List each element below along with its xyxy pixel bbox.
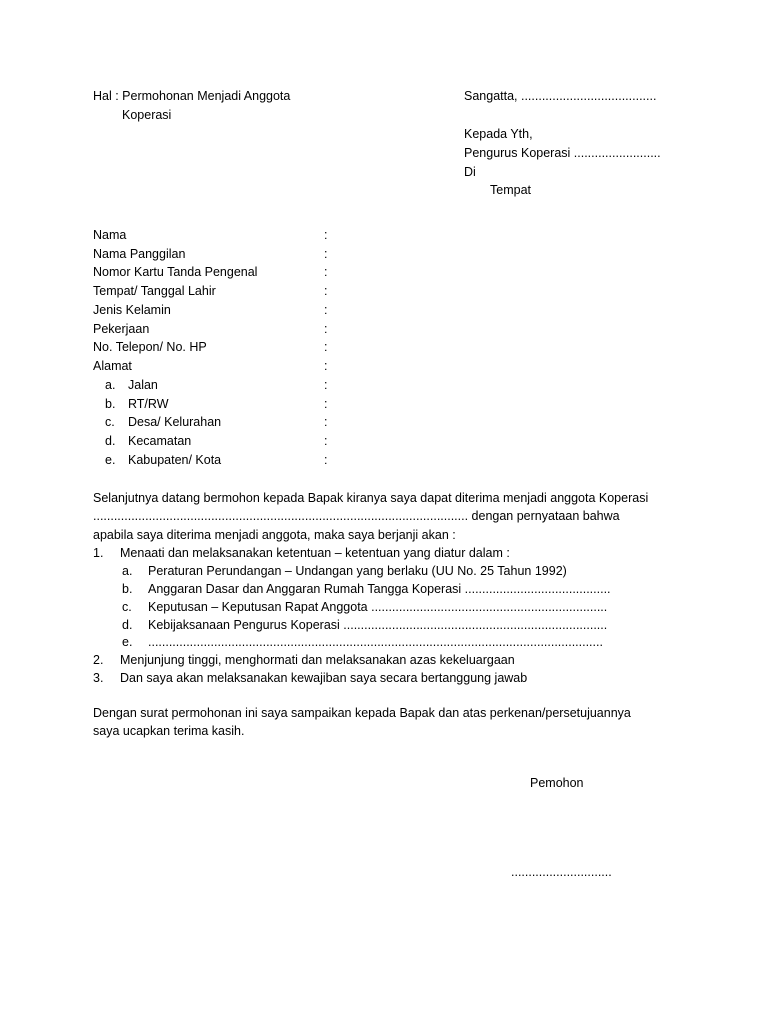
address-label: Kabupaten/ Kota bbox=[128, 453, 222, 467]
signature-title: Pemohon bbox=[530, 776, 584, 790]
field-row bbox=[0, 282, 768, 301]
addressee-place: Tempat bbox=[490, 183, 531, 197]
address-row bbox=[0, 413, 768, 432]
pledge-text: Dan saya akan melaksanakan kewajiban saya secara bertanggung jawab bbox=[120, 671, 528, 685]
rule-marker: b. bbox=[122, 582, 133, 596]
signature-name-line: ............................. bbox=[511, 865, 612, 879]
field-colon: : bbox=[324, 265, 328, 279]
pledge-number: 2. bbox=[93, 653, 104, 667]
closing-line-1: Dengan surat permohonan ini saya sampaikan kepada Bapak dan atas perkenan/persetujuannya bbox=[93, 706, 631, 720]
rule-text: Kebijaksanaan Pengurus Koperasi ............................................................................ bbox=[148, 618, 608, 632]
field-label: No. Telepon/ No. HP bbox=[93, 340, 207, 354]
field-row bbox=[0, 301, 768, 320]
pledge-text: Menaati dan melaksanakan ketentuan – ketentuan yang diatur dalam : bbox=[120, 546, 510, 560]
body-line-2: ............................................................................................................ dengan pernyataan bahwa bbox=[93, 509, 620, 523]
field-colon: : bbox=[324, 340, 328, 354]
field-colon: : bbox=[324, 434, 328, 448]
rule-marker: e. bbox=[122, 635, 133, 649]
address-marker: c. bbox=[105, 415, 115, 429]
field-label: Nama Panggilan bbox=[93, 247, 186, 261]
field-colon: : bbox=[324, 228, 328, 242]
field-colon: : bbox=[324, 415, 328, 429]
pledge-item bbox=[0, 669, 768, 688]
place-date: Sangatta, ....................................... bbox=[464, 89, 657, 103]
body-line-1: Selanjutnya datang bermohon kepada Bapak kiranya saya dapat diterima menjadi anggota Koperasi bbox=[93, 491, 649, 505]
body-line-3: apabila saya diterima menjadi anggota, maka saya berjanji akan : bbox=[93, 528, 456, 542]
field-label: Pekerjaan bbox=[93, 322, 150, 336]
pledge-item bbox=[0, 651, 768, 670]
rule-text: Keputusan – Keputusan Rapat Anggota .................................................................... bbox=[148, 600, 608, 614]
field-label: Tempat/ Tanggal Lahir bbox=[93, 284, 216, 298]
address-row bbox=[0, 451, 768, 470]
rule-item bbox=[0, 598, 768, 617]
pledge-number: 3. bbox=[93, 671, 104, 685]
rule-item bbox=[0, 633, 768, 652]
subject-continuation: Koperasi bbox=[122, 108, 172, 122]
pledge-number: 1. bbox=[93, 546, 104, 560]
field-row bbox=[0, 245, 768, 264]
address-marker: b. bbox=[105, 397, 116, 411]
address-marker: e. bbox=[105, 453, 116, 467]
field-row bbox=[0, 357, 768, 376]
address-marker: d. bbox=[105, 434, 116, 448]
address-label: Jalan bbox=[128, 378, 158, 392]
field-row bbox=[0, 338, 768, 357]
field-label: Jenis Kelamin bbox=[93, 303, 171, 317]
field-label: Alamat bbox=[93, 359, 132, 373]
field-colon: : bbox=[324, 397, 328, 411]
rule-item bbox=[0, 562, 768, 581]
address-row bbox=[0, 432, 768, 451]
rule-text: ................................................................................................................................... bbox=[148, 635, 603, 649]
field-row bbox=[0, 226, 768, 245]
pledge-item bbox=[0, 544, 768, 563]
pledge-text: Menjunjung tinggi, menghormati dan melaksanakan azas kekeluargaan bbox=[120, 653, 515, 667]
address-row bbox=[0, 395, 768, 414]
address-marker: a. bbox=[105, 378, 116, 392]
field-colon: : bbox=[324, 378, 328, 392]
addressee-name: Pengurus Koperasi ......................... bbox=[464, 146, 661, 160]
rule-text: Peraturan Perundangan – Undangan yang berlaku (UU No. 25 Tahun 1992) bbox=[148, 564, 567, 578]
address-label: Desa/ Kelurahan bbox=[128, 415, 222, 429]
field-row bbox=[0, 263, 768, 282]
address-label: Kecamatan bbox=[128, 434, 192, 448]
addressee-greeting: Kepada Yth, bbox=[464, 127, 533, 141]
rule-marker: c. bbox=[122, 600, 132, 614]
address-row bbox=[0, 376, 768, 395]
field-label: Nomor Kartu Tanda Pengenal bbox=[93, 265, 258, 279]
field-colon: : bbox=[324, 453, 328, 467]
field-colon: : bbox=[324, 322, 328, 336]
closing-line-2: saya ucapkan terima kasih. bbox=[93, 724, 245, 738]
addressee-di: Di bbox=[464, 165, 476, 179]
rule-marker: d. bbox=[122, 618, 133, 632]
field-row bbox=[0, 320, 768, 339]
address-label: RT/RW bbox=[128, 397, 169, 411]
rule-text: Anggaran Dasar dan Anggaran Rumah Tangga Koperasi .......................................... bbox=[148, 582, 611, 596]
field-colon: : bbox=[324, 359, 328, 373]
field-colon: : bbox=[324, 284, 328, 298]
rule-item bbox=[0, 580, 768, 599]
field-label: Nama bbox=[93, 228, 127, 242]
rule-marker: a. bbox=[122, 564, 133, 578]
subject-line: Hal : Permohonan Menjadi Anggota bbox=[93, 89, 291, 103]
field-colon: : bbox=[324, 303, 328, 317]
field-colon: : bbox=[324, 247, 328, 261]
